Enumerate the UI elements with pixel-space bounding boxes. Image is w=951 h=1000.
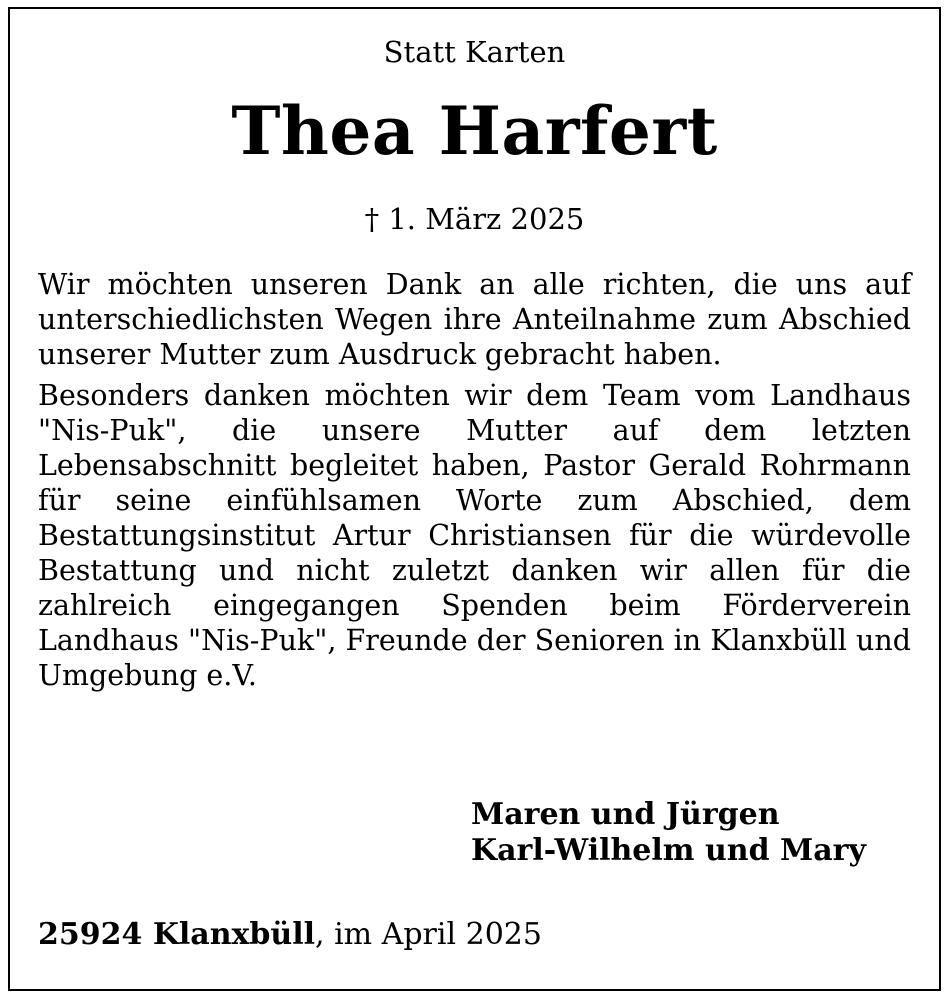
date-line: , im April 2025 bbox=[315, 917, 542, 952]
place: 25924 Klanxbüll bbox=[38, 917, 316, 952]
signatory-line: Maren und Jürgen bbox=[471, 797, 780, 832]
signatories bbox=[471, 797, 866, 869]
place-and-date bbox=[38, 917, 542, 953]
deceased-name: Thea Harfert bbox=[231, 92, 718, 170]
paragraph-special-thanks: Besonders danken möchten wir dem Team vom Landhaus "Nis-Puk", die unsere Mutter auf dem letzten Lebensabschnitt begleitet haben, Pastor Gerald Rohrmann für seine einfühlsamen Worte zum Abschied, dem Bestattungsinstitut Artur Christiansen für die würdevolle Bestattung und nicht zuletzt danken wir allen für die zahlreich eingegangen Spenden beim Förderverein Landhaus "Nis-Puk", Freunde der Senioren in Klanxbüll und Umgebung e.V. bbox=[38, 379, 911, 692]
notice-content bbox=[38, 9, 911, 989]
signatory-line: Karl-Wilhelm und Mary bbox=[471, 833, 866, 868]
pre-title: Statt Karten bbox=[383, 35, 566, 69]
death-date: † 1. März 2025 bbox=[364, 202, 585, 236]
paragraph-thanks: Wir möchten unseren Dank an alle richten, die uns auf unterschiedlichsten Wegen ihre Anteilnahme zum Abschied unserer Mutter zum Ausdruck gebracht haben. bbox=[38, 268, 911, 371]
body-text bbox=[38, 267, 911, 693]
notice-border bbox=[8, 7, 941, 991]
